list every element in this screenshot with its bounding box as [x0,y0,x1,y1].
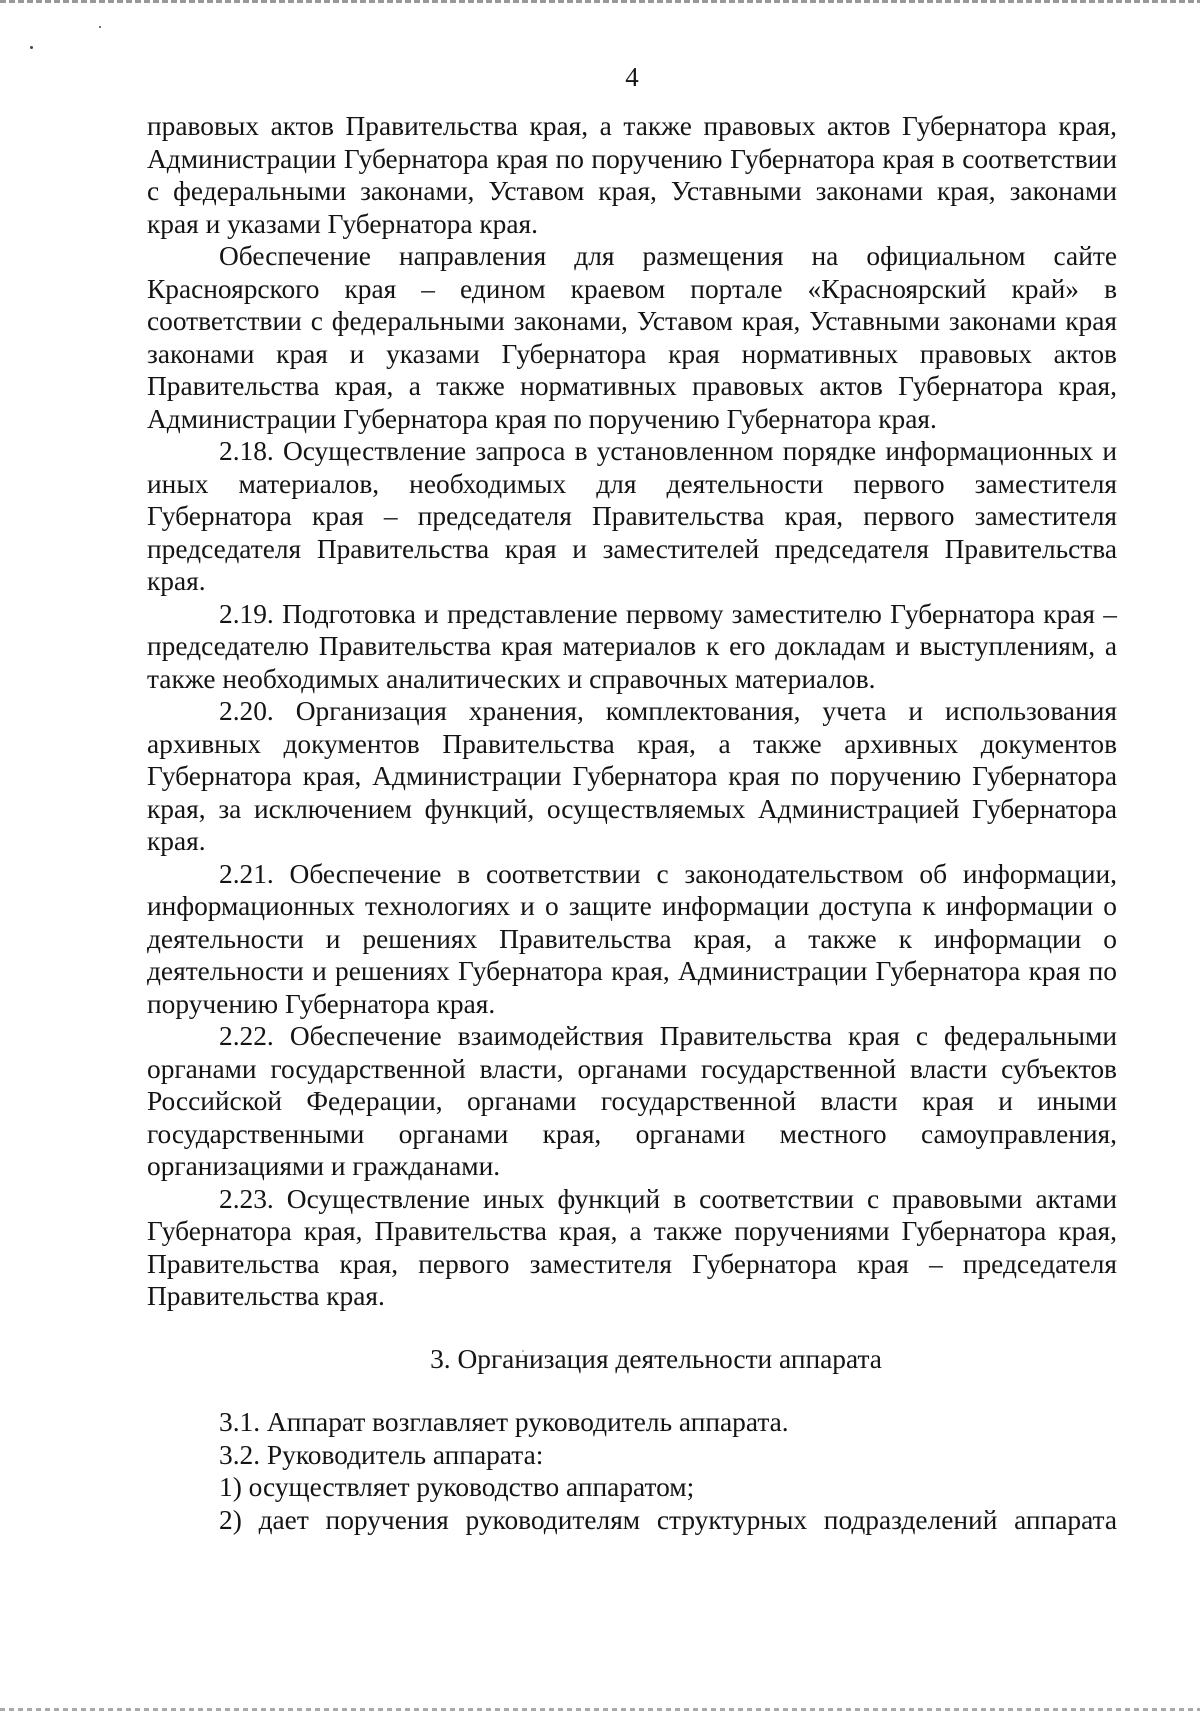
paragraph-2-20: 2.20. Организация хранения, комплектования, учета и использования архивных документов Правительства края, а также архивных документов Губернатора края, Администрации Губернатора края по поручению Губернатора края, за исключением функций, осуществляемых Администрацией Губернатора края. [147,696,1117,856]
scan-speck [99,26,101,28]
page-number: 4 [625,62,639,92]
paragraph-continuation: правовых актов Правительства края, а также правовых актов Губернатора края, Администрации Губернатора края по поручению Губернатора края в соответствии с федеральными законами, Уставом края, Уставными законами края, законами края и указами Губернатора края. [147,111,1117,239]
paragraph-2-18: 2.18. Осуществление запроса в установленном порядке информационных и иных материалов, необходимых для деятельности первого заместителя Губернатора края – председателя Правительства края, первого заместителя председателя Правительства края и заместителей председателя Правительства края. [147,436,1117,596]
section-line-3-1: 3.1. Аппарат возглавляет руководитель аппарата. [219,1407,789,1437]
paragraph-2-23: 2.23. Осуществление иных функций в соответствии с правовыми актами Губернатора края, Правительства края, а также поручениями Губернатора края, Правительства края, первого заместителя Губернатора края – председателя Правительства края. [147,1183,1117,1311]
paragraph-2-19: 2.19. Подготовка и представление первому заместителю Губернатора края – председателю Правительства края материалов к его докладам и выступлениям, а также необходимых аналитических и справочных материалов. [147,598,1117,694]
document-body [147,110,1117,1536]
scan-edge-bottom [0,1708,1200,1711]
paragraph-2-22: 2.22. Обеспечение взаимодействия Правительства края с федеральными органами государственной власти, органами государственной власти субъектов Российской Федерации, органами государственной власти края и иными государственными органами края, органами местного самоуправления, организациями и гражданами. [147,1021,1117,1181]
paragraph-2-21: 2.21. Обеспечение в соответствии с законодательством об информации, информационных технологиях и о защите информации доступа к информации о деятельности и решениях Правительства края, а также к информации о деятельности и решениях Губернатора края, Администрации Губернатора края по поручению Губернатора края. [147,858,1117,1019]
list-item-2: 2) дает поручения руководителям структурных подразделений аппарата [219,1504,1117,1535]
scan-speck [30,46,33,49]
section-heading: 3. Организация деятельности аппарата [430,1343,882,1374]
list-item-1: 1) осуществляет руководство аппаратом; [219,1472,695,1502]
scan-edge-top [0,0,1200,3]
paragraph-portal-publication: Обеспечение направления для размещения на официальном сайте Красноярского края – едином краевом портале «Красноярский край» в соответствии с федеральными законами, Уставом края, Уставными законами края законами края и указами Губернатора края нормативных правовых актов Правительства края, а также нормативных правовых актов Губернатора края, Администрации Губернатора края по поручению Губернатора края. [147,241,1117,434]
section-line-3-2: 3.2. Руководитель аппарата: [219,1439,544,1470]
